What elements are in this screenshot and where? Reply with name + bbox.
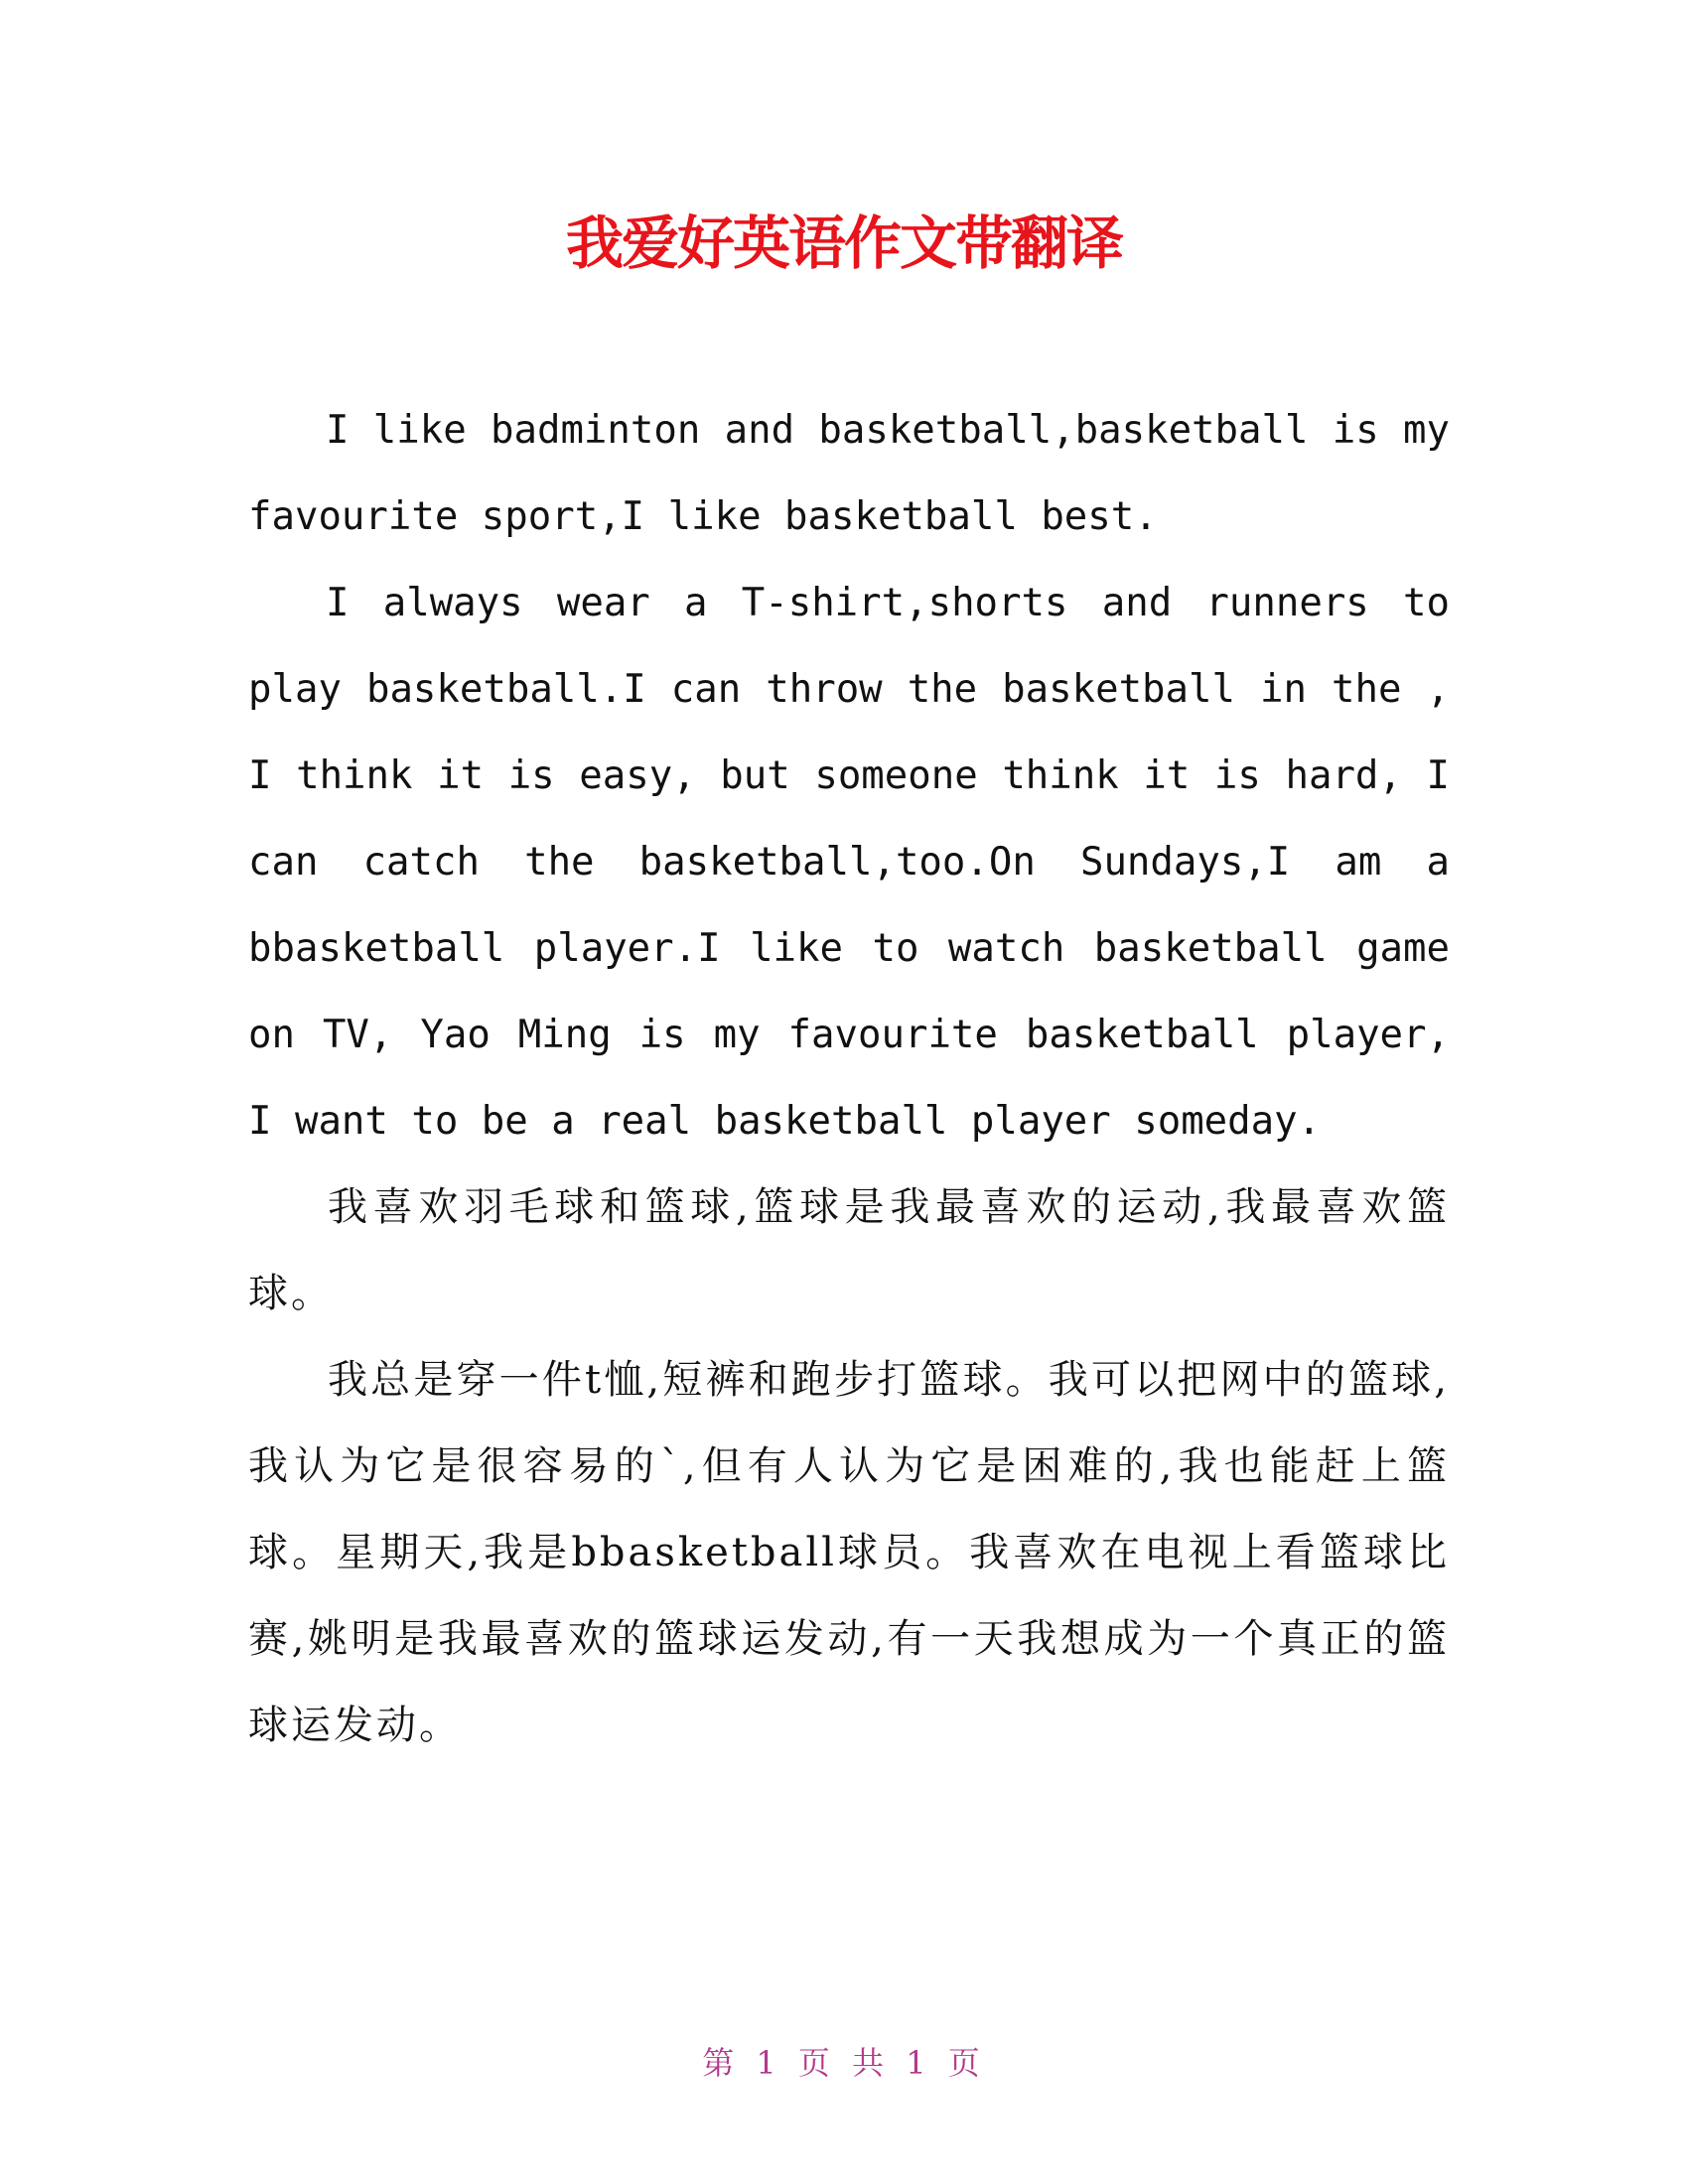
paragraph-english-2: I always wear a T-shirt,shorts and runners to play basketball.I can throw the basketball in the , I think it is easy, but someone think it is hard, I can catch the basketball,too.On Sundays,I am a bbasketball player.I like to watch basketball game on TV, Yao Ming is my favourite basketball player, I want to be a real basketball player someday. — [248, 581, 1450, 1144]
paragraph-english-1: I like badminton and basketball,basketball is my favourite sport,I like basketball best. — [248, 408, 1450, 539]
paragraph-chinese-2: 我总是穿一件t恤,短裤和跑步打篮球。我可以把网中的篮球,我认为它是很容易的`,但有人认为它是困难的,我也能赶上篮球。星期天,我是bbasketball球员。我喜欢在电视上看篮球比赛,姚明是我最喜欢的篮球运发动,有一天我想成为一个真正的篮球运发动。 — [248, 1357, 1450, 1748]
document-title: 我爱好英语作文带翻译 — [565, 209, 1122, 277]
document-body — [248, 387, 1450, 1769]
paragraph-chinese-1: 我喜欢羽毛球和篮球,篮球是我最喜欢的运动,我最喜欢篮球。 — [248, 1184, 1450, 1316]
page-number-footer: 第 1 页 共 1 页 — [702, 2044, 986, 2082]
